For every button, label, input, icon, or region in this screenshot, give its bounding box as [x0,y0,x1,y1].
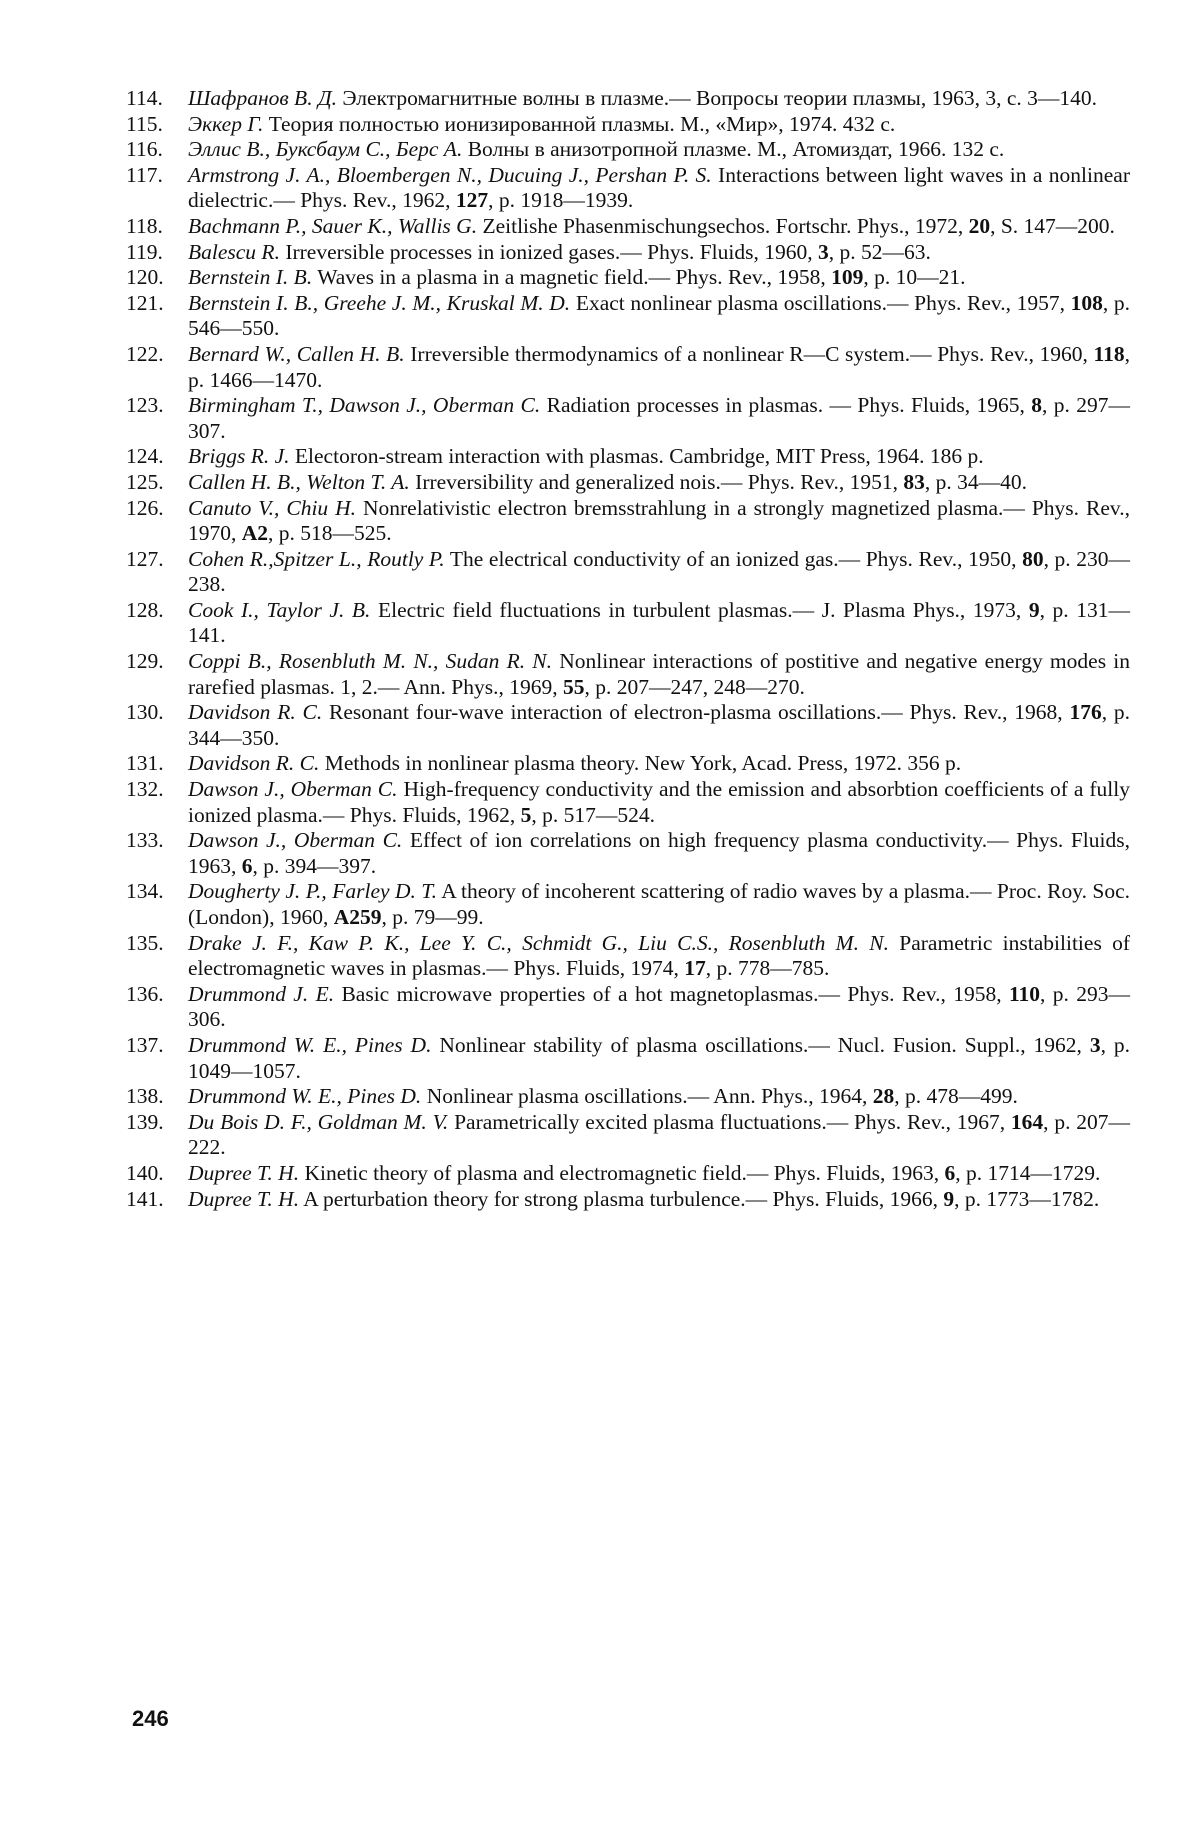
reference-authors: Bernstein I. B., Greehe J. M., Kruskal M. D. [188,290,571,315]
reference-entry [126,291,1130,342]
reference-body: , p. 1466—1470. [188,341,1130,392]
reference-entry [126,265,1130,291]
reference-entry [126,214,1130,240]
reference-entry [126,547,1130,598]
reference-volume: 176 [1069,700,1102,725]
reference-entry [126,777,1130,828]
reference-entry [126,393,1130,444]
reference-body: , p. 1773—1782. [954,1186,1100,1211]
reference-text [188,240,1130,266]
reference-number: 123. [126,393,164,418]
reference-volume: 5 [520,802,532,827]
reference-entry [126,342,1130,393]
reference-authors: Coppi B., Rosenbluth M. N., Sudan R. N. [188,649,553,674]
reference-entry [126,700,1130,751]
reference-text [188,828,1130,879]
reference-body: , p. 1918—1939. [488,188,634,213]
reference-text [188,879,1130,930]
reference-number: 114. [126,86,163,110]
reference-authors: Cohen R.,Spitzer L., Routly P. [188,546,445,571]
reference-volume: 109 [831,265,864,290]
reference-body: Kinetic theory of plasma and electromagnetic field.— Phys. Fluids, 1963, [299,1160,945,1185]
reference-volume: 9 [943,1186,955,1211]
reference-body: Radiation processes in plasmas. — Phys. Fluids, 1965, [540,393,1032,418]
reference-authors: Drake J. F., Kaw P. K., Lee Y. C., Schmidt G., Liu C.S., Rosenbluth M. N. [188,930,889,955]
reference-volume: 110 [1008,981,1041,1006]
reference-entry [126,1110,1130,1161]
reference-volume: 6 [241,853,253,878]
reference-authors: Dougherty J. P., Farley D. T. [188,879,438,904]
reference-number: 137. [126,1032,164,1057]
reference-authors: Davidson R. C. [188,700,323,725]
reference-entry [126,649,1130,700]
reference-body: , p. 207—247, 248—270. [584,674,805,699]
reference-text [188,496,1130,547]
reference-volume: 6 [944,1160,956,1185]
reference-number: 117. [126,162,163,187]
reference-entry [126,828,1130,879]
reference-body: Methods in nonlinear plasma theory. New York, Acad. Press, 1972. 356 p. [319,751,962,776]
reference-authors: Drummond J. E. [188,981,335,1006]
reference-body: , S. 147—200. [990,213,1115,238]
reference-body: Electoron-stream interaction with plasmas. Cambridge, MIT Press, 1964. 186 p. [289,444,984,469]
reference-body: Nonlinear plasma oscillations.— Ann. Phys., 1964, [421,1084,873,1109]
reference-body: Электромагнитные волны в плазме.— Вопросы теории плазмы, 1963, 3, с. 3—140. [337,86,1097,110]
reference-text [188,342,1130,393]
reference-authors: Dupree T. H. [188,1160,300,1185]
reference-authors: Balescu R. [188,239,280,264]
reference-number: 134. [126,879,164,904]
reference-entry [126,112,1130,138]
reference-entry [126,496,1130,547]
reference-entry [126,1161,1130,1187]
reference-authors: Canuto V., Chiu H. [188,495,357,520]
reference-number: 139. [126,1109,164,1134]
reference-number: 118. [126,213,163,238]
reference-number: 116. [126,137,163,162]
reference-text [188,291,1130,342]
reference-volume: 55 [563,674,585,699]
reference-volume: 108 [1070,290,1103,315]
reference-body: Effect of ion correlations on high frequency plasma conductivity.— Phys. Fluids, 1963, [188,828,1130,878]
reference-authors: Callen H. B., Welton T. A. [188,469,410,494]
reference-volume: 127 [455,188,489,213]
reference-volume: 20 [968,213,991,238]
reference-volume: 17 [684,956,706,981]
reference-text [188,598,1130,649]
reference-body: Волны в анизотропной плазме. М., Атомиздат, 1966. 132 с. [462,137,1005,162]
reference-body: , p. 207—222. [188,1109,1131,1160]
reference-authors: Шафранов В. Д. [188,86,337,110]
reference-text [188,214,1130,240]
reference-body: , p. 344—350. [188,700,1131,750]
reference-text [188,1187,1130,1213]
reference-number: 119. [126,239,163,264]
reference-volume: 118 [1093,341,1125,366]
reference-body: , p. 131—141. [188,597,1131,648]
reference-entry [126,931,1130,982]
reference-body: Basic microwave properties of a hot magnetoplasmas.— Phys. Rev., 1958, [334,981,1009,1006]
reference-authors: Armstrong J. A., Bloembergen N., Ducuing J., Pershan P. S. [188,162,712,187]
reference-volume: 3 [817,239,829,264]
reference-authors: Davidson R. C. [188,751,320,776]
reference-authors: Cook I., Taylor J. B. [188,597,371,622]
reference-volume: A259 [333,905,382,929]
reference-volume: 9 [1028,597,1040,622]
reference-body: Interactions between light waves in a nonlinear dielectric.— Phys. Rev., 1962, [188,162,1130,213]
reference-text [188,649,1130,700]
reference-authors: Эккер Г. [188,111,264,136]
reference-body: Zeitlishe Phasenmischungsechos. Fortschr. Phys., 1972, [477,213,969,238]
reference-number: 130. [126,700,164,725]
reference-text [188,1110,1130,1161]
reference-body: , p. 34—40. [924,469,1028,494]
reference-volume: 28 [872,1084,895,1109]
reference-entry [126,470,1130,496]
reference-body: Resonant four-wave interaction of electron-plasma oscillations.— Phys. Rev., 1968, [322,700,1070,725]
reference-text [188,1161,1130,1187]
reference-body: , p. 1049—1057. [188,1032,1131,1083]
reference-text [188,547,1130,598]
reference-volume: A2 [241,521,269,546]
reference-number: 125. [126,469,164,494]
reference-authors: Briggs R. J. [188,444,290,469]
reference-volume: 83 [903,469,925,494]
reference-authors: Birmingham T., Dawson J., Oberman C. [188,393,541,418]
reference-text [188,112,1130,138]
reference-text [188,265,1130,291]
reference-number: 126. [126,495,164,520]
reference-body: A theory of incoherent scattering of radio waves by a plasma.— Proc. Roy. Soc. (London), 1960, [188,879,1130,929]
reference-body: , p. 478—499. [894,1084,1018,1109]
reference-text [188,1084,1130,1110]
reference-text [188,777,1130,828]
reference-body: , p. 79—99. [381,905,484,929]
reference-entry [126,1187,1130,1213]
reference-authors: Bachmann P., Sauer K., Wallis G. [188,213,478,238]
reference-number: 131. [126,751,164,776]
reference-text [188,163,1130,214]
reference-authors: Dupree T. H. [188,1186,300,1211]
reference-body: The electrical conductivity of an ionized gas.— Phys. Rev., 1950, [444,546,1023,571]
reference-entry [126,879,1130,930]
reference-number: 140. [126,1160,164,1185]
reference-text [188,444,1130,470]
reference-entry [126,163,1130,214]
reference-body: Irreversible processes in ionized gases.— Phys. Fluids, 1960, [279,239,818,264]
reference-body: , p. 546—550. [188,290,1131,341]
reference-number: 133. [126,828,164,853]
reference-number: 122. [126,341,164,366]
reference-volume: 3 [1089,1032,1101,1057]
reference-body: , p. 230—238. [188,546,1130,597]
reference-number: 135. [126,930,164,955]
reference-body: Exact nonlinear plasma oscillations.— Phys. Rev., 1957, [570,290,1071,315]
reference-number: 129. [126,649,164,674]
reference-body: High-frequency conductivity and the emission and absorbtion coefficients of a fully ionized plasma.— Phys. Fluids, 1962, [188,777,1130,827]
reference-text [188,931,1130,982]
reference-body: , p. 517—524. [531,802,656,827]
reference-text [188,751,1130,777]
reference-volume: 8 [1031,393,1042,418]
reference-authors: Drummond W. E., Pines D. [188,1084,422,1109]
reference-authors: Du Bois D. F., Goldman M. V. [188,1109,449,1134]
reference-body: Irreversibility and generalized nois.— Phys. Rev., 1951, [409,469,904,494]
reference-number: 124. [126,444,164,469]
reference-entry [126,982,1130,1033]
reference-text [188,137,1130,163]
reference-number: 136. [126,981,164,1006]
reference-number: 120. [126,265,164,290]
reference-entry [126,240,1130,266]
reference-body: A perturbation theory for strong plasma turbulence.— Phys. Fluids, 1966, [299,1186,944,1211]
reference-entry [126,598,1130,649]
reference-list [126,86,1130,1212]
reference-body: Nonlinear stability of plasma oscillations.— Nucl. Fusion. Suppl., 1962, [431,1032,1090,1057]
reference-volume: 80 [1022,546,1044,571]
reference-body: , p. 394—397. [252,853,377,878]
reference-authors: Bernstein I. B. [188,265,313,290]
reference-authors: Dawson J., Oberman C. [188,828,403,853]
reference-entry [126,86,1130,112]
reference-number: 127. [126,546,164,571]
reference-text [188,1033,1130,1084]
reference-text [188,470,1130,496]
reference-text [188,700,1130,751]
reference-body: Parametrically excited plasma fluctuations.— Phys. Rev., 1967, [448,1109,1011,1134]
reference-body: , p. 1714—1729. [955,1160,1101,1185]
reference-text [188,393,1130,444]
reference-body: , p. 297—307. [188,393,1130,443]
reference-authors: Эллис В., Буксбаум С., Берс А. [188,137,463,162]
reference-authors: Drummond W. E., Pines D. [188,1032,432,1057]
reference-authors: Bernard W., Callen H. B. [188,341,405,366]
reference-number: 141. [126,1186,164,1211]
reference-entry [126,137,1130,163]
reference-text [188,86,1130,112]
reference-entry [126,1084,1130,1110]
reference-body: , p. 518—525. [268,521,392,546]
reference-body: Nonlinear interactions of postitive and negative energy modes in rarefied plasmas. 1, 2.— Ann. Phys., 1969, [188,649,1130,699]
reference-entry [126,444,1130,470]
page-number: 246 [132,1706,169,1731]
reference-text [188,982,1130,1033]
reference-number: 115. [126,111,163,136]
reference-body: Теория полностью ионизированной плазмы. М., «Мир», 1974. 432 с. [263,111,896,136]
reference-entry [126,751,1130,777]
reference-body: , p. 778—785. [705,956,830,981]
reference-body: , p. 10—21. [863,265,966,290]
reference-number: 132. [126,777,164,802]
reference-body: Irreversible thermodynamics of a nonlinear R—C system.— Phys. Rev., 1960, [404,341,1094,366]
reference-body: , p. 52—63. [828,239,931,264]
reference-body: Electric field fluctuations in turbulent plasmas.— J. Plasma Phys., 1973, [370,597,1029,622]
reference-body: Nonrelativistic electron bremsstrahlung in a strongly magnetized plasma.— Phys. Rev., 1970, [188,495,1131,546]
reference-volume: 164 [1010,1109,1044,1134]
reference-number: 138. [126,1084,164,1109]
reference-body: Waves in a plasma in a magnetic field.— Phys. Rev., 1958, [312,265,832,290]
reference-body: , p. 293—306. [188,981,1130,1032]
reference-number: 121. [126,290,164,315]
reference-number: 128. [126,597,164,622]
reference-entry [126,1033,1130,1084]
reference-body: Parametric instabilities of electromagnetic waves in plasmas.— Phys. Fluids, 1974, [188,930,1131,981]
reference-authors: Dawson J., Oberman C. [188,777,398,802]
